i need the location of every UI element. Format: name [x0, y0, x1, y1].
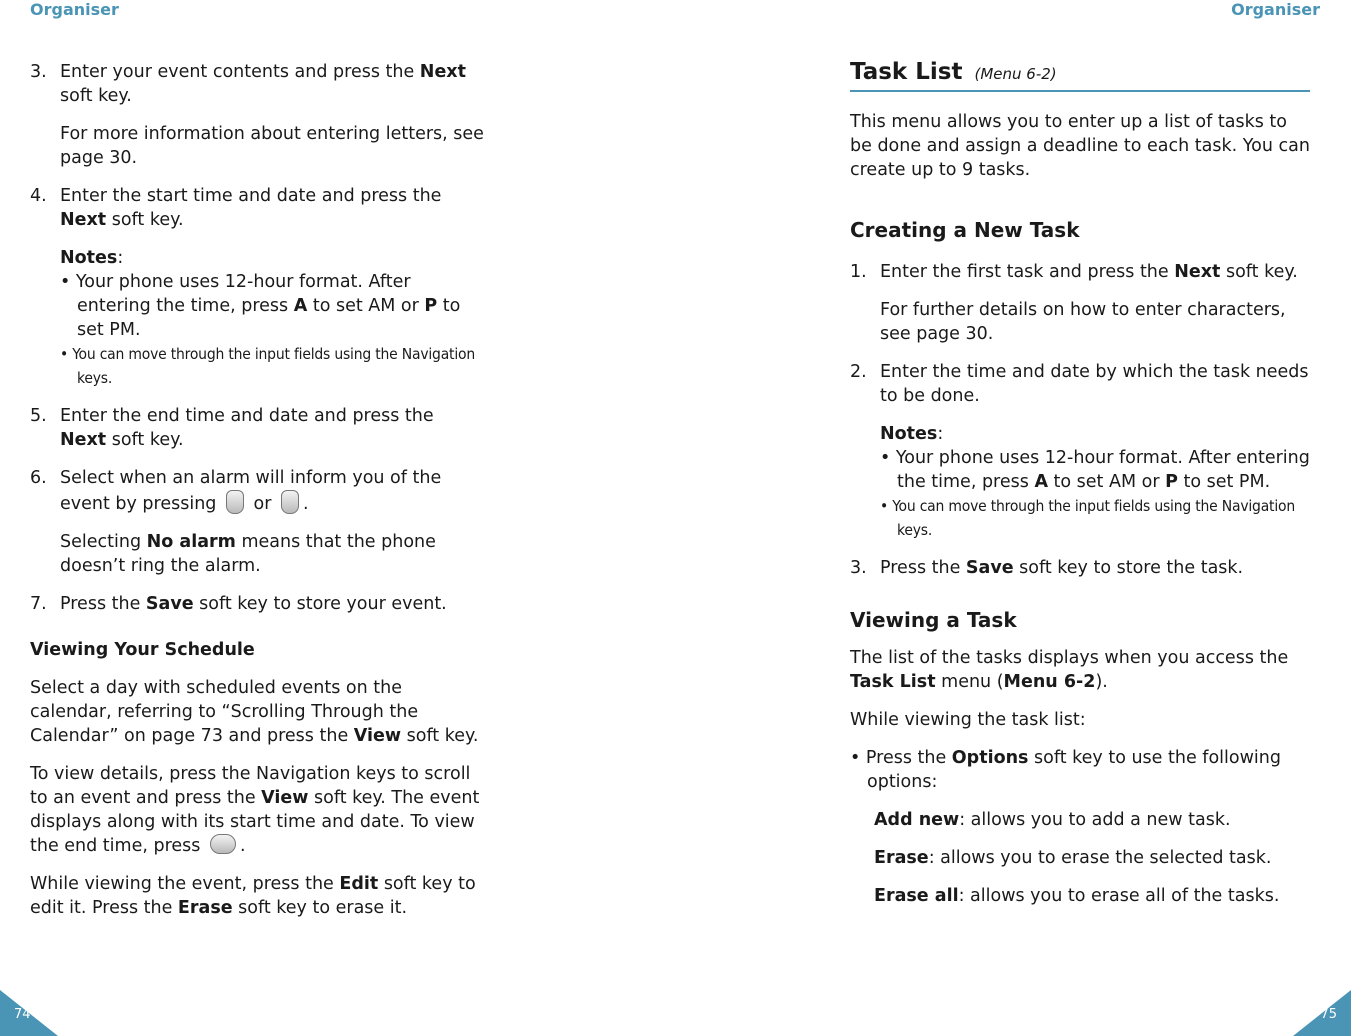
section-heading: Creating a New Task [850, 218, 1080, 242]
page-header-right: Organiser [1231, 0, 1320, 19]
step-3: 3. Press the Save soft key to store the task. [850, 558, 1244, 578]
page-number-right: 75 [1320, 1007, 1337, 1022]
step-3: 3. Enter your event contents and press the Next soft key. [30, 62, 466, 106]
paragraph: While viewing the event, press the Edit soft key to edit it. Press the Erase soft key to erase it. [30, 874, 476, 918]
step-3-note: For more information about entering letters, see page 30. [60, 124, 484, 168]
step-1: 1. Enter the first task and press the Next soft key. [850, 262, 1298, 282]
section-heading: Viewing a Task [850, 608, 1017, 632]
page-title: Task List (Menu 6-2) [850, 60, 1310, 92]
step-1-note: For further details on how to enter characters, see page 30. [880, 300, 1286, 344]
step-6: 6. Select when an alarm will inform you of the event by pressing or . [30, 468, 442, 514]
note-bullet: • Your phone uses 12-hour format. After entering the time, press A to set AM or P to set PM. [880, 448, 1310, 492]
option-item: Erase: allows you to erase the selected task. [874, 848, 1272, 868]
star-key-icon [226, 490, 244, 514]
notes-box: Notes: • Your phone uses 12-hour format. After entering the time, press A to set AM or P to set PM. • You can move through the input fields using the Navigation keys. [880, 422, 1310, 542]
note-bullet: • Your phone uses 12-hour format. After entering the time, press A to set AM or P to set PM. [60, 272, 461, 340]
paragraph: While viewing the task list: [850, 710, 1086, 730]
page-number-left: 74 [14, 1007, 31, 1022]
paragraph: The list of the tasks displays when you access the Task List menu (Menu 6-2). [850, 648, 1289, 692]
paragraph: To view details, press the Navigation keys to scroll to an event and press the View soft key. The event displays along with its start time and date. To view the end time, press . [30, 764, 480, 856]
note-bullet: • You can move through the input fields using the Navigation keys. [880, 497, 1295, 539]
step-2: 2. Enter the time and date by which the task needs to be done. [850, 362, 1309, 406]
notes-box: Notes: • Your phone uses 12-hour format. After entering the time, press A to set AM or P to set PM. • You can move through the input fields using the Navigation keys. [60, 246, 485, 390]
list-item: • Press the Options soft key to use the following options: [850, 748, 1281, 792]
option-item: Erase all: allows you to erase all of the tasks. [874, 886, 1280, 906]
step-5: 5. Enter the end time and date and press the Next soft key. [30, 406, 434, 450]
step-6-note: Selecting No alarm means that the phone doesn’t ring the alarm. [60, 532, 436, 576]
page-header-left: Organiser [30, 0, 119, 19]
paragraph: Select a day with scheduled events on the calendar, referring to “Scrolling Through the Calendar” on page 73 and press the View soft key. [30, 678, 479, 746]
left-page-content [30, 60, 485, 934]
hash-key-icon [281, 490, 299, 514]
note-bullet: • You can move through the input fields using the Navigation keys. [60, 345, 475, 387]
right-page-content [850, 60, 1310, 922]
intro-paragraph: This menu allows you to enter up a list of tasks to be done and assign a deadline to each task. You can create up to 9 tasks. [850, 112, 1310, 180]
option-item: Add new: allows you to add a new task. [874, 810, 1231, 830]
section-heading: Viewing Your Schedule [30, 640, 255, 660]
step-7: 7. Press the Save soft key to store your event. [30, 594, 447, 614]
navigation-key-icon [210, 834, 236, 854]
step-4: 4. Enter the start time and date and press the Next soft key. [30, 186, 442, 230]
